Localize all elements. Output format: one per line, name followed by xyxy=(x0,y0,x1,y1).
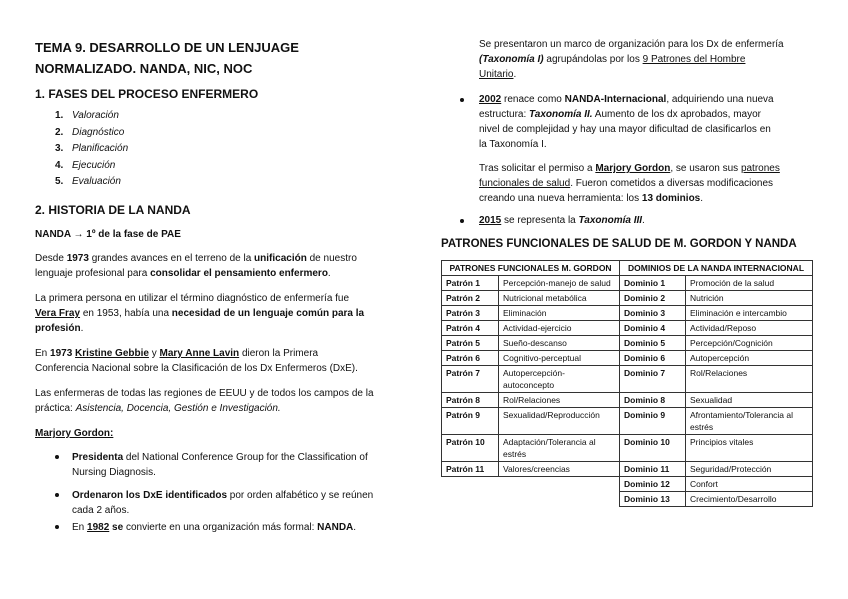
table-row xyxy=(442,462,813,477)
pattern-name: Sueño-descanso xyxy=(499,336,620,351)
table-row xyxy=(442,336,813,351)
paragraph-1973: Desde 1973 grandes avances en el terreno de la unificación de nuestro lenguaje profesional para consolidar el pensamiento enfermero. xyxy=(35,253,357,279)
pattern-name: Valores/creencias xyxy=(499,462,620,477)
pattern-name: Percepción-manejo de salud xyxy=(499,276,620,291)
paragraph-taxonomia-1: Se presentaron un marco de organización para los Dx de enfermería (Taxonomía I) agrupándolas por los 9 Patrones del Hombre Unitario. xyxy=(479,39,784,80)
domain-name: Confort xyxy=(686,477,813,492)
domain-number: Dominio 13 xyxy=(620,492,686,507)
phases-list xyxy=(55,108,128,191)
domain-number: Dominio 7 xyxy=(620,366,686,393)
page-title xyxy=(35,37,299,79)
pattern-name: Sexualidad/Reproducción xyxy=(499,408,620,435)
domain-number: Dominio 12 xyxy=(620,477,686,492)
pattern-number: Patrón 1 xyxy=(442,276,499,291)
domain-name: Afrontamiento/Tolerancia al estrés xyxy=(686,408,813,435)
domain-name: Sexualidad xyxy=(686,393,813,408)
pattern-number xyxy=(442,492,499,507)
pattern-name: Rol/Relaciones xyxy=(499,393,620,408)
domain-number: Dominio 8 xyxy=(620,393,686,408)
bullet-icon xyxy=(55,455,59,459)
domain-number: Dominio 9 xyxy=(620,408,686,435)
domain-name: Percepción/Cognición xyxy=(686,336,813,351)
table-row xyxy=(442,477,813,492)
gordon-bullet-2: Ordenaron los DxE identificados por orden alfabético y se reúnen cada 2 años. xyxy=(72,490,374,516)
phase-item: 4. Ejecución xyxy=(55,159,116,171)
table-row xyxy=(442,408,813,435)
pattern-number: Patrón 8 xyxy=(442,393,499,408)
bullet-icon xyxy=(55,525,59,529)
phase-item: 3. Planificación xyxy=(55,143,129,154)
domain-name: Promoción de la salud xyxy=(686,276,813,291)
pattern-name xyxy=(499,477,620,492)
pattern-number: Patrón 9 xyxy=(442,408,499,435)
table-header-nanda: DOMINIOS DE LA NANDA INTERNACIONAL xyxy=(620,261,813,276)
pattern-name: Actividad-ejercicio xyxy=(499,321,620,336)
domain-number: Dominio 1 xyxy=(620,276,686,291)
domain-name: Rol/Relaciones xyxy=(686,366,813,393)
table-row xyxy=(442,291,813,306)
patterns-table xyxy=(441,260,813,507)
table-row xyxy=(442,366,813,393)
pattern-name: Cognitivo-perceptual xyxy=(499,351,620,366)
domain-number: Dominio 5 xyxy=(620,336,686,351)
phase-item: 1. Valoración xyxy=(55,110,119,121)
domain-name: Eliminación e intercambio xyxy=(686,306,813,321)
table-row xyxy=(442,393,813,408)
paragraph-conferencia: En 1973 Kristine Gebbie y Mary Anne Lavin dieron la Primera Conferencia Nacional sobre la Clasificación de los Dx Enfermeros (DxE). xyxy=(35,348,358,374)
bullet-icon xyxy=(55,493,59,497)
paragraph-2015: 2015 se representa la Taxonomía III. xyxy=(479,215,645,226)
table-row xyxy=(442,306,813,321)
domain-name: Autopercepción xyxy=(686,351,813,366)
gordon-bullet-1: Presidenta del National Conference Group for the Classification of Nursing Diagnosis. xyxy=(72,452,368,478)
table-row xyxy=(442,321,813,336)
pattern-number: Patrón 4 xyxy=(442,321,499,336)
pattern-number: Patrón 10 xyxy=(442,435,499,462)
phase-item: 5. Evaluación xyxy=(55,176,121,187)
pattern-number: Patrón 7 xyxy=(442,366,499,393)
gordon-heading: Marjory Gordon: xyxy=(35,428,114,439)
pattern-name: Nutricional metabólica xyxy=(499,291,620,306)
gordon-bullet-3: En 1982 se convierte en una organización más formal: NANDA. xyxy=(72,522,357,533)
domain-name: Principios vitales xyxy=(686,435,813,462)
paragraph-vera-fray: La primera persona en utilizar el término diagnóstico de enfermería fue Vera Fray en 1953, había una necesidad de un lenguaje común para la profesión. xyxy=(35,293,365,334)
pattern-number: Patrón 11 xyxy=(442,462,499,477)
domain-name: Nutrición xyxy=(686,291,813,306)
table-row xyxy=(442,492,813,507)
table-header-gordon: PATRONES FUNCIONALES M. GORDON xyxy=(442,261,620,276)
domain-name: Crecimiento/Desarrollo xyxy=(686,492,813,507)
table-row xyxy=(442,435,813,462)
paragraph-gordon-permiso: Tras solicitar el permiso a Marjory Gordon, se usaron sus patrones funcionales de salud. Fueron cometidos a diversas modificaciones creando una nueva herramienta: los 13 dominios. xyxy=(479,163,780,204)
pattern-name: Autopercepción-autoconcepto xyxy=(499,366,620,393)
pattern-number: Patrón 6 xyxy=(442,351,499,366)
pattern-number: Patrón 2 xyxy=(442,291,499,306)
domain-number: Dominio 10 xyxy=(620,435,686,462)
section-2-heading: 2. HISTORIA DE LA NANDA xyxy=(35,203,191,217)
pattern-number: Patrón 5 xyxy=(442,336,499,351)
paragraph-enfermeras: Las enfermeras de todas las regiones de EEUU y de todos los campos de la práctica: Asistencia, Docencia, Gestión e Investigación. xyxy=(35,388,374,414)
pattern-name xyxy=(499,492,620,507)
table-row xyxy=(442,276,813,291)
table-heading: PATRONES FUNCIONALES DE SALUD DE M. GORDON Y NANDA xyxy=(441,238,797,250)
table-row xyxy=(442,351,813,366)
domain-number: Dominio 2 xyxy=(620,291,686,306)
section-2-subheading: NANDA → 1º de la fase de PAE xyxy=(35,229,181,240)
phase-item: 2. Diagnóstico xyxy=(55,126,125,138)
domain-number: Dominio 3 xyxy=(620,306,686,321)
domain-name: Seguridad/Protección xyxy=(686,462,813,477)
title-line-1: TEMA 9. DESARROLLO DE UN LENJUAGE xyxy=(35,40,299,55)
pattern-name: Eliminación xyxy=(499,306,620,321)
domain-number: Dominio 4 xyxy=(620,321,686,336)
pattern-number xyxy=(442,477,499,492)
pattern-name: Adaptación/Tolerancia al estrés xyxy=(499,435,620,462)
pattern-number: Patrón 3 xyxy=(442,306,499,321)
bullet-icon xyxy=(460,219,464,223)
bullet-icon xyxy=(460,98,464,102)
domain-name: Actividad/Reposo xyxy=(686,321,813,336)
title-line-2: NORMALIZADO. NANDA, NIC, NOC xyxy=(35,61,253,76)
domain-number: Dominio 6 xyxy=(620,351,686,366)
section-1-heading: 1. FASES DEL PROCESO ENFERMERO xyxy=(35,87,259,101)
domain-number: Dominio 11 xyxy=(620,462,686,477)
paragraph-2002: 2002 renace como NANDA-Internacional, adquiriendo una nueva estructura: Taxonomía II. Aumento de los dx aprobados, mayor nivel de complejidad y hay una mayor dificultad de clasificarlos en la Taxonomía I. xyxy=(479,94,774,150)
